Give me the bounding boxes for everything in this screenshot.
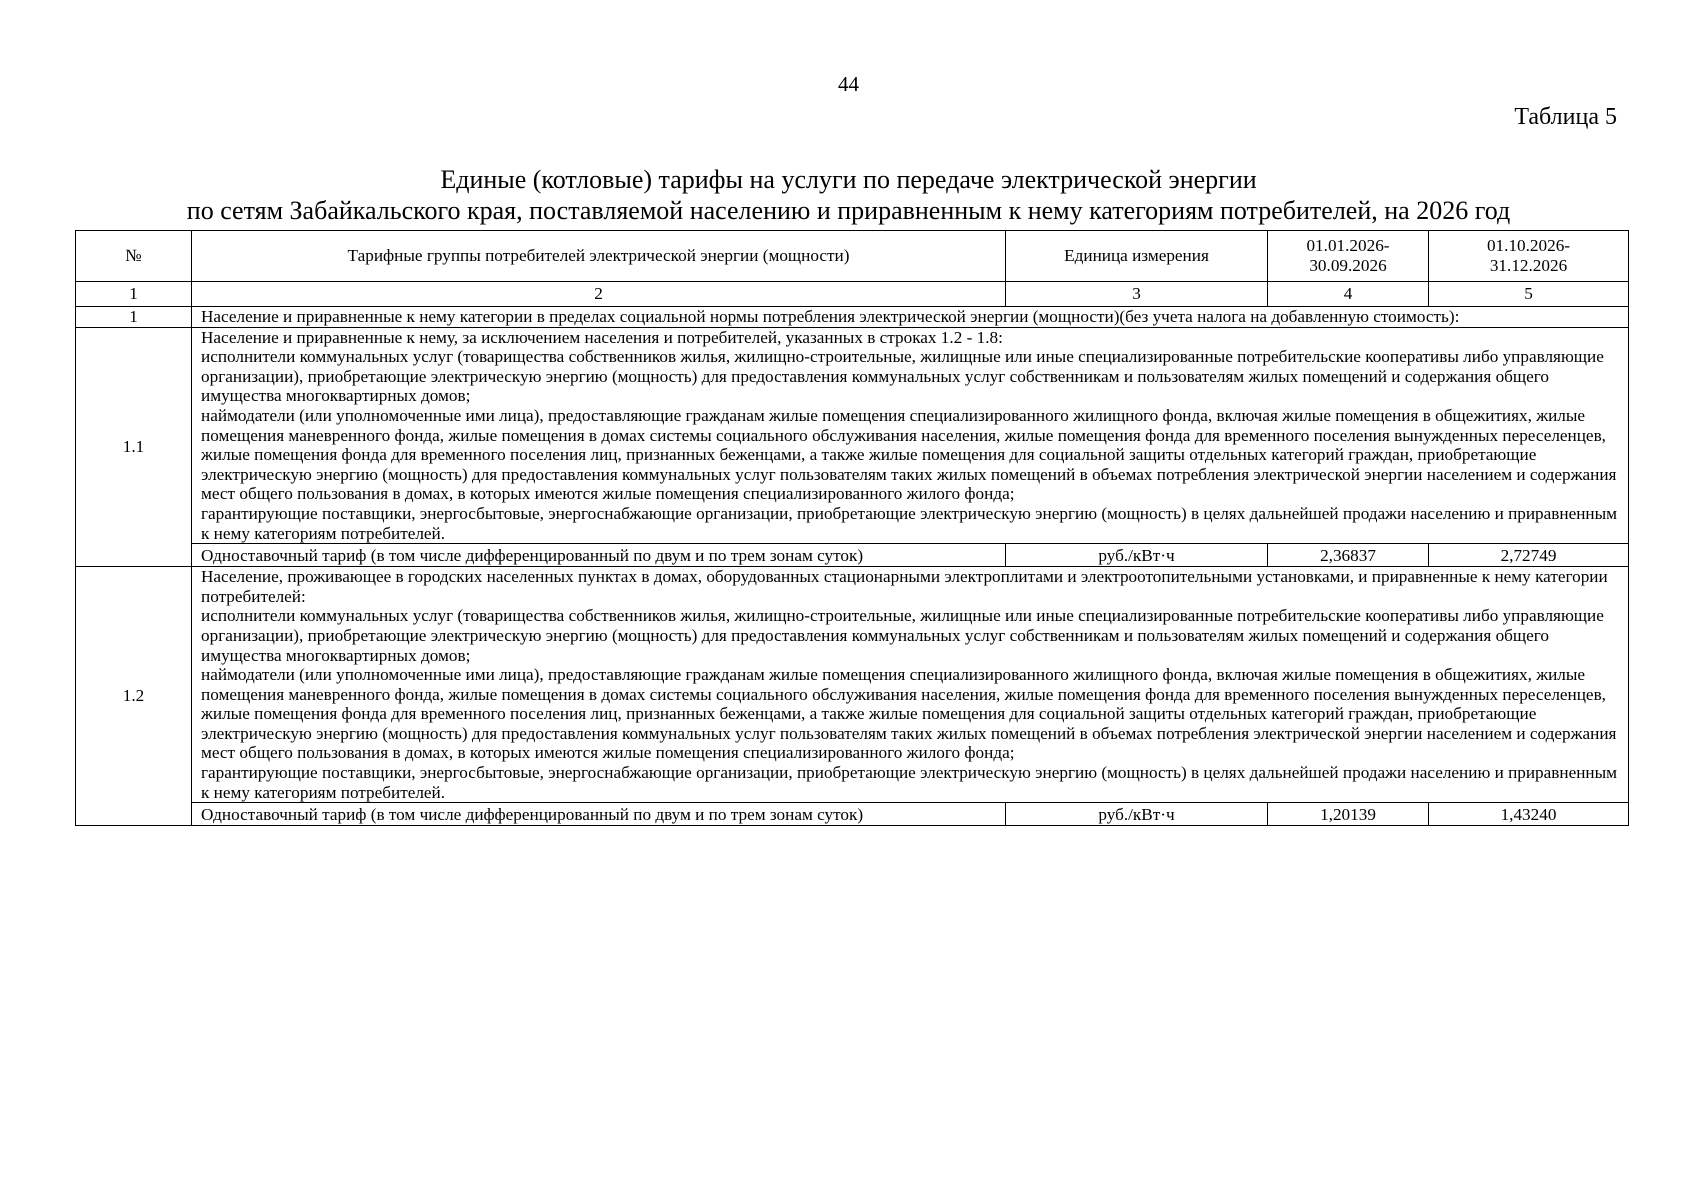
row-1-2-paragraph-1: исполнители коммунальных услуг (товарищества собственников жилья, жилищно-строительные, жилищные или иные специализированные потребительские кооперативы либо управляющие организации), приобретающие электрическую энергию (мощность) для предоставления коммунальных услуг собственникам и пользователям жилых помещений и содержания общего имущества многоквартирных домов; xyxy=(201,606,1604,665)
row-1-1-intro: Население и приравненные к нему, за исключением населения и потребителей, указанных в строках 1.2 - 1.8: xyxy=(201,327,1003,347)
row-1-2-intro: Население, проживающее в городских населенных пунктах в домах, оборудованных стационарными электроплитами и электроотопительными установками, и приравненные к нему категории потребителей: xyxy=(201,567,1608,606)
header-period-2-start: 01.10.2026- xyxy=(1486,236,1571,256)
row-1-2-paragraph-3: гарантирующие поставщики, энергосбытовые, энергоснабжающие организации, приобретающие электрическую энергию (мощность) в целях дальнейшей продажи населению и приравненным к нему категориям потребителей. xyxy=(201,763,1618,802)
column-number: 3 xyxy=(1006,282,1268,307)
column-number-row xyxy=(76,282,1629,307)
header-period-2-end: 31.12.2026 xyxy=(1489,256,1568,275)
table-label: Таблица 5 xyxy=(1514,104,1617,130)
row-number: 1.1 xyxy=(76,327,192,567)
table-header-row xyxy=(76,231,1629,282)
row-1-2-tariff xyxy=(76,803,1629,826)
document-title xyxy=(0,164,1697,226)
header-unit: Единица измерения xyxy=(1006,231,1268,282)
row-1-description: Население и приравненные к нему категории в пределах социальной нормы потребления электрической энергии (мощности)(без учета налога на добавленную стоимость): xyxy=(192,307,1629,328)
title-line-1: Единые (котловые) тарифы на услуги по передаче электрической энергии xyxy=(440,165,1257,194)
tariff-label: Одноставочный тариф (в том числе дифференцированный по двум и по трем зонам суток) xyxy=(192,544,1006,567)
tariff-value-period-1: 2,36837 xyxy=(1268,544,1429,567)
row-1-1-paragraph-3: гарантирующие поставщики, энергосбытовые, энергоснабжающие организации, приобретающие электрическую энергию (мощность) в целях дальнейшей продажи населению и приравненным к нему категориям потребителей. xyxy=(201,503,1618,543)
table-row-1-2 xyxy=(76,567,1629,803)
row-1-2-paragraph-2: наймодатели (или уполномоченные ими лица), предоставляющие гражданам жилые помещения специализированного жилищного фонда, включая жилые помещения в общежитиях, жилые помещения маневренного фонда, жилые помещения в домах системы социального обслуживания населения, жилые помещения фонда для временного поселения вынужденных переселенцев, жилые помещения фонда для временного поселения лиц, признанных беженцами, а также жилые помещения для социальной защиты отдельных категорий граждан, приобретающие электрическую энергию (мощность) для предоставления коммунальных услуг пользователям таких жилых помещений в объемах потребления электрической энергии населением и содержания мест общего пользования в домах, в которых имеются жилые помещения специализированного жилого фонда; xyxy=(201,665,1617,763)
row-1-1-paragraph-1: исполнители коммунальных услуг (товарищества собственников жилья, жилищно-строительные, жилищные или иные специализированные потребительские кооперативы либо управляющие организации), приобретающие электрическую энергию (мощность) для предоставления коммунальных услуг собственникам и пользователям жилых помещений и содержания общего имущества многоквартирных домов; xyxy=(201,347,1604,406)
table-row-1 xyxy=(76,307,1629,328)
column-number: 5 xyxy=(1429,282,1629,307)
tariff-table xyxy=(75,230,1629,826)
tariff-unit: руб./кВт·ч xyxy=(1006,544,1268,567)
header-period-1-start: 01.01.2026- xyxy=(1306,236,1390,256)
tariff-value-period-2: 2,72749 xyxy=(1429,544,1629,567)
row-1-1-description xyxy=(192,327,1629,544)
page-number: 44 xyxy=(838,72,859,96)
row-1-1-tariff xyxy=(76,544,1629,567)
column-number: 1 xyxy=(76,282,192,307)
tariff-value-period-1: 1,20139 xyxy=(1268,803,1429,826)
row-number: 1 xyxy=(76,307,192,328)
title-line-2: по сетям Забайкальского края, поставляемой населению и приравненным к нему категориям потребителей, на 2026 год xyxy=(186,196,1511,225)
tariff-unit: руб./кВт·ч xyxy=(1006,803,1268,826)
header-no: № xyxy=(76,231,192,282)
header-group: Тарифные группы потребителей электрической энергии (мощности) xyxy=(192,231,1006,282)
header-period-2 xyxy=(1429,231,1629,282)
table-row-1-1 xyxy=(76,327,1629,544)
header-period-1 xyxy=(1268,231,1429,282)
tariff-value-period-2: 1,43240 xyxy=(1429,803,1629,826)
row-1-1-paragraph-2: наймодатели (или уполномоченные ими лица), предоставляющие гражданам жилые помещения специализированного жилищного фонда, включая жилые помещения в общежитиях, жилые помещения маневренного фонда, жилые помещения в домах системы социального обслуживания населения, жилые помещения фонда для временного поселения вынужденных переселенцев, жилые помещения фонда для временного поселения лиц, признанных беженцами, а также жилые помещения для социальной защиты отдельных категорий граждан, приобретающие электрическую энергию (мощность) для предоставления коммунальных услуг пользователям таких жилых помещений в объемах потребления электрической энергии населением и содержания мест общего пользования в домах, в которых имеются жилые помещения специализированного жилого фонда; xyxy=(201,405,1617,504)
column-number: 4 xyxy=(1268,282,1429,307)
row-1-2-description xyxy=(192,567,1629,803)
row-number: 1.2 xyxy=(76,567,192,826)
tariff-label: Одноставочный тариф (в том числе дифференцированный по двум и по трем зонам суток) xyxy=(192,803,1006,826)
column-number: 2 xyxy=(192,282,1006,307)
header-period-1-end: 30.09.2026 xyxy=(1309,256,1387,275)
